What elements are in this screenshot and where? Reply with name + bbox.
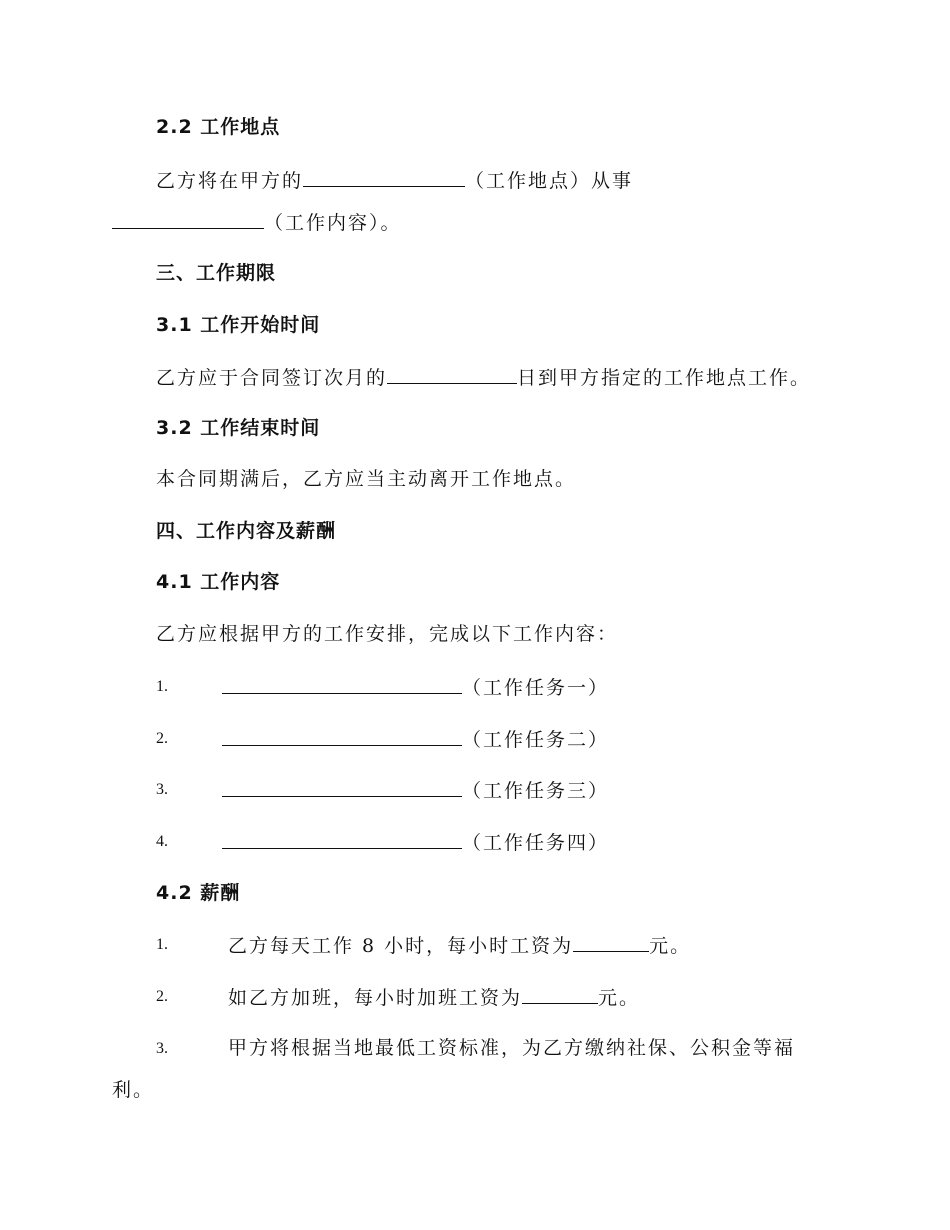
blank-start-day[interactable] — [387, 363, 517, 384]
section-heading-4-1: 4.1 工作内容 — [156, 571, 281, 593]
section-heading-3-1: 3.1 工作开始时间 — [156, 314, 321, 336]
section-heading-4: 四、工作内容及薪酬 — [156, 520, 337, 542]
section-heading-3-2: 3.2 工作结束时间 — [156, 417, 321, 439]
salary-item-number: 1. — [156, 936, 168, 953]
blank-task[interactable] — [222, 828, 462, 849]
section-heading-2-2: 2.2 工作地点 — [156, 116, 281, 138]
blank-task[interactable] — [222, 776, 462, 797]
section-heading-4-2: 4.2 薪酬 — [156, 882, 241, 904]
text-segment: 如乙方加班，每小时加班工资为 — [228, 987, 523, 1009]
task-number: 2. — [156, 730, 168, 747]
task-label: （工作任务四） — [462, 832, 610, 854]
blank-work-location[interactable] — [303, 166, 465, 187]
paragraph-work-location — [156, 166, 633, 194]
text-segment: 日到甲方指定的工作地点工作。 — [517, 367, 812, 389]
salary-item-number: 2. — [156, 988, 168, 1005]
paragraph-work-content — [112, 208, 402, 236]
task-label: （工作任务三） — [462, 780, 610, 802]
salary-item-continuation: 利。 — [112, 1079, 155, 1101]
text-segment: 元。 — [598, 987, 641, 1009]
blank-task[interactable] — [222, 673, 462, 694]
blank-work-content[interactable] — [112, 208, 264, 229]
task-item — [222, 776, 609, 804]
paragraph-start-time — [156, 363, 811, 391]
paragraph-end-time: 本合同期满后，乙方应当主动离开工作地点。 — [156, 468, 577, 490]
task-label: （工作任务一） — [462, 677, 610, 699]
text-segment: 元。 — [649, 935, 692, 957]
task-number: 4. — [156, 833, 168, 850]
blank-task[interactable] — [222, 725, 462, 746]
text-segment: （工作地点）从事 — [465, 170, 634, 192]
salary-item-number: 3. — [156, 1040, 168, 1057]
task-item — [222, 673, 609, 701]
blank-hourly-wage[interactable] — [573, 931, 649, 952]
text-segment: 乙方将在甲方的 — [156, 170, 304, 192]
task-number: 1. — [156, 678, 168, 695]
text-segment: （工作内容）。 — [264, 212, 402, 234]
salary-item — [228, 931, 691, 959]
salary-item-text: 甲方将根据当地最低工资标准，为乙方缴纳社保、公积金等福 — [228, 1037, 796, 1059]
text-segment: 乙方每天工作 8 小时，每小时工资为 — [228, 935, 574, 957]
salary-item — [228, 983, 640, 1011]
text-segment: 乙方应于合同签订次月的 — [156, 367, 388, 389]
section-heading-3: 三、工作期限 — [156, 262, 277, 284]
task-item — [222, 725, 609, 753]
blank-overtime-wage[interactable] — [522, 983, 598, 1004]
task-label: （工作任务二） — [462, 729, 610, 751]
paragraph-task-intro: 乙方应根据甲方的工作安排，完成以下工作内容： — [156, 623, 619, 645]
task-number: 3. — [156, 781, 168, 798]
task-item — [222, 828, 609, 856]
